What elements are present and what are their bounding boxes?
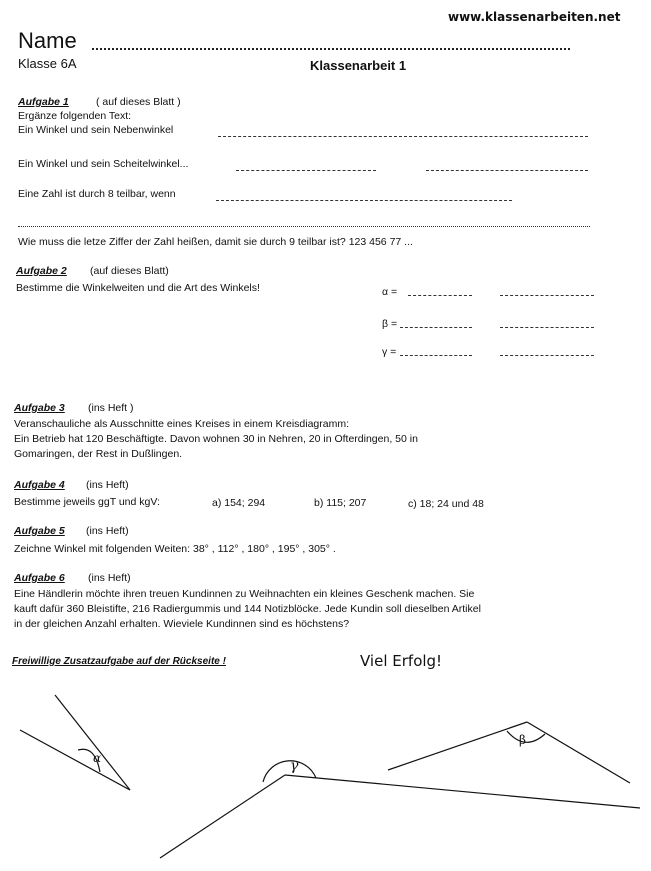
task3-line3: Gomaringen, der Rest in Dußlingen. (14, 448, 183, 460)
task1-line3: Eine Zahl ist durch 8 teilbar, wenn (18, 188, 176, 200)
task6-line2: kauft dafür 360 Bleistifte, 216 Radiergummis und 144 Notizblöcke. Jede Kundin soll dieselben Artikel (14, 603, 481, 615)
task2-text: Bestimme die Winkelweiten und die Art des Winkels! (16, 282, 260, 294)
extra-task-note: Freiwillige Zusatzaufgabe auf der Rückseite ! (12, 656, 226, 667)
task3-line2: Ein Betrieb hat 120 Beschäftigte. Davon wohnen 30 in Nehren, 20 in Ofterdingen, 50 in (14, 433, 418, 445)
task3-line1: Veranschauliche als Ausschnitte eines Kreises in einem Kreisdiagramm: (14, 418, 350, 430)
task6-line1: Eine Händlerin möchte ihren treuen Kundinnen zu Weihnachten ein kleines Geschenk machen. Sie (14, 588, 475, 600)
good-luck: Viel Erfolg! (360, 652, 443, 670)
task6-heading: Aufgabe 6 (14, 572, 65, 584)
task6-note: (ins Heft) (88, 572, 131, 584)
angle-beta (388, 722, 630, 783)
task3-note: (ins Heft ) (88, 402, 134, 414)
task1-intro: Ergänze folgenden Text: (18, 110, 132, 122)
task1-heading: Aufgabe 1 (18, 96, 69, 108)
task1-line1: Ein Winkel und sein Nebenwinkel (18, 124, 174, 136)
beta-label: β = (382, 318, 398, 330)
task4-text: Bestimme jeweils ggT und kgV: (14, 496, 160, 508)
angle-gamma (160, 761, 640, 858)
beta-angle-label: β (519, 733, 526, 747)
task3-heading: Aufgabe 3 (14, 402, 65, 414)
angle-alpha (20, 695, 130, 790)
task4-b: b) 115; 207 (314, 497, 367, 509)
task4-heading: Aufgabe 4 (14, 479, 65, 491)
task2-heading: Aufgabe 2 (16, 265, 67, 277)
task5-text: Zeichne Winkel mit folgenden Weiten: 38° , 112° , 180° , 195° , 305° . (14, 543, 336, 555)
class-label: Klasse 6A (18, 56, 77, 71)
gamma-label: γ = (382, 346, 397, 358)
task6-line3: in der gleichen Anzahl erhalten. Wieviele Kundinnen sind es höchstens? (14, 618, 350, 630)
alpha-label: α = (382, 286, 398, 298)
task4-a: a) 154; 294 (212, 497, 266, 509)
task5-note: (ins Heft) (86, 525, 129, 537)
task1-note: ( auf dieses Blatt ) (96, 96, 181, 108)
task4-note: (ins Heft) (86, 479, 129, 491)
task5-heading: Aufgabe 5 (14, 525, 65, 537)
task1-line2: Ein Winkel und sein Scheitelwinkel... (18, 158, 189, 170)
task4-c: c) 18; 24 und 48 (408, 498, 484, 510)
site-url: www.klassenarbeiten.net (448, 10, 621, 24)
name-label: Name (18, 28, 77, 53)
task1-line4: Wie muss die letze Ziffer der Zahl heißen, damit sie durch 9 teilbar ist? 123 456 77 ... (18, 236, 413, 248)
gamma-angle-label: γ (290, 758, 299, 774)
exam-title: Klassenarbeit 1 (310, 58, 407, 73)
alpha-angle-label: α (93, 751, 102, 765)
task2-note: (auf dieses Blatt) (90, 265, 169, 277)
